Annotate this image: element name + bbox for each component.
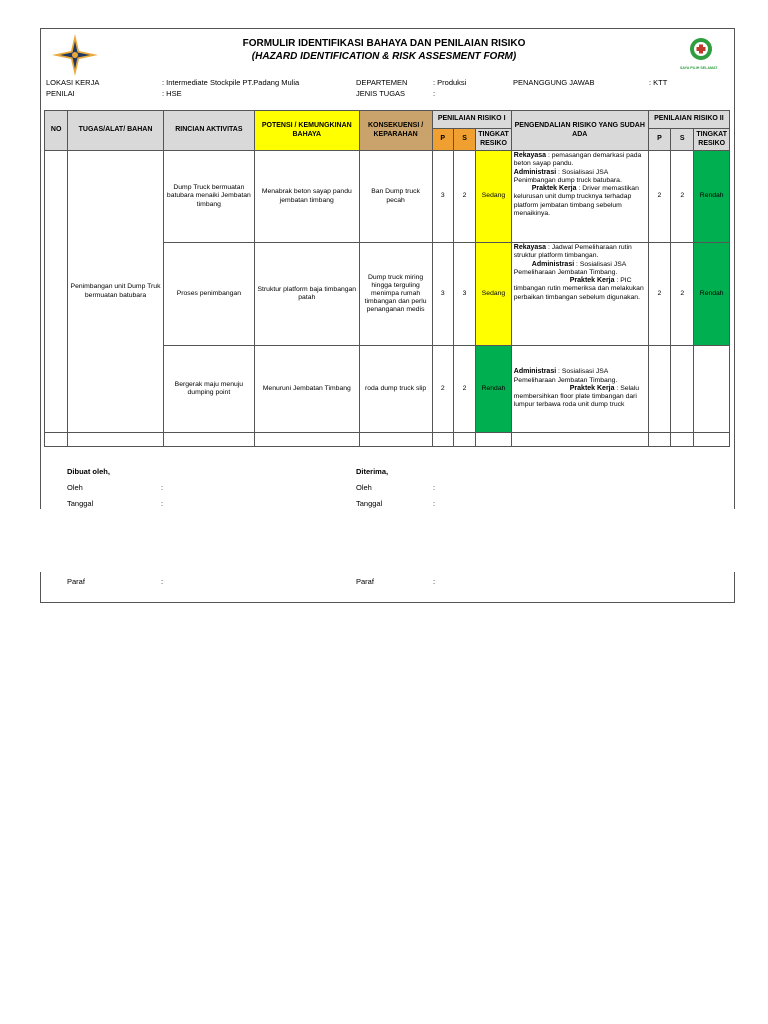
cell-level-1: Sedang (476, 243, 512, 346)
penilai-value: : HSE (162, 89, 182, 98)
control-praktek-label: Praktek Kerja (569, 384, 615, 392)
cell-s1: 2 (453, 151, 475, 243)
cell-p1: 2 (432, 346, 453, 433)
penanggung-jawab-label: PENANGGUNG JAWAB (513, 78, 595, 87)
risk-table (44, 110, 730, 447)
cell-p1: 3 (432, 151, 453, 243)
cell-no (45, 151, 68, 433)
cell-potensi: Menabrak beton sayap pandu jembatan timbang (255, 151, 360, 243)
cell-level-2 (694, 346, 730, 433)
cell-rincian: Bergerak maju menuju dumping point (163, 346, 254, 433)
control-praktek-text: : Driver memastikan kelurusan unit dump trucknya terhadap platform jembatan timbang sebelum menaikinya. (513, 185, 639, 217)
tanggal-label-left: Tanggal (67, 499, 94, 508)
cell-level-1: Sedang (476, 151, 512, 243)
control-administrasi-text: : Sosialisasi JSA Penimbangan dump truck batubara. (513, 168, 622, 184)
cell-potensi: Struktur platform baja timbangan patah (255, 243, 360, 346)
form-subtitle: (HAZARD IDENTIFICATION & RISK ASSESMENT FORM) (251, 51, 517, 62)
lokasi-value: : Intermediate Stockpile PT.Padang Mulia (162, 78, 300, 87)
control-administrasi-label: Administrasi (513, 368, 557, 376)
dibuat-oleh-label: Dibuat oleh, (67, 467, 110, 476)
departemen-label: DEPARTEMEN (356, 78, 408, 87)
cell-potensi: Menuruni Jembatan Timbang (255, 346, 360, 433)
cell-pengendalian (511, 151, 648, 243)
oleh-label-right: Oleh (356, 483, 372, 492)
control-praktek-text: : Selalu membersihkan floor plate timbangan dari lumpur terbawa roda unit dump truck (513, 384, 640, 409)
header-s2: S (671, 129, 694, 151)
tanggal-colon-left: : (161, 499, 164, 508)
tanggal-label-right: Tanggal (356, 499, 383, 508)
diterima-label: Diterima, (356, 467, 389, 476)
jenis-tugas-value: : (433, 89, 436, 98)
cell-rincian: Dump Truck bermuatan batubara menaiki Jembatan timbang (163, 151, 254, 243)
oleh-colon-right: : (433, 483, 436, 492)
cell-p2 (648, 346, 670, 433)
control-praktek-label: Praktek Kerja (569, 277, 615, 285)
control-rekayasa-label: Rekayasa (513, 244, 547, 251)
lokasi-label: LOKASI KERJA (46, 78, 100, 87)
control-rekayasa-text: : pemasangan demarkasi pada beton sayap pandu. (513, 152, 642, 168)
cell-s2 (671, 346, 694, 433)
table-header-row-1 (45, 111, 730, 129)
header-penilaian-1: PENILAIAN RISIKO I (432, 111, 511, 129)
cell-pengendalian (511, 243, 648, 346)
header-pengendalian: PENGENDALIAN RISIKO YANG SUDAH ADA (511, 111, 648, 151)
tanggal-colon-right: : (433, 499, 436, 508)
header-tingkat-2: TINGKAT RESIKO (694, 129, 730, 151)
header-rincian: RINCIAN AKTIVITAS (163, 111, 254, 151)
header-potensi: POTENSI / KEMUNGKINAN BAHAYA (255, 111, 360, 151)
cell-rincian: Proses penimbangan (163, 243, 254, 346)
control-praktek-label: Praktek Kerja (531, 185, 577, 193)
cell-level-2: Rendah (694, 151, 730, 243)
header-p1: P (432, 129, 453, 151)
cell-p1: 3 (432, 243, 453, 346)
jenis-tugas-label: JENIS TUGAS (356, 89, 406, 98)
control-administrasi-text: : Sosialisasi JSA Pemeliharaan Jembatan Timbang. (513, 368, 618, 384)
header-s1: S (453, 129, 475, 151)
safety-slogan: SAYA PILIH SELAMAT (680, 66, 718, 70)
table-row-empty (45, 433, 730, 447)
header-tingkat-1: TINGKAT RESIKO (476, 129, 512, 151)
cell-konsekuensi: Dump truck miring hingga terguling menimpa rumah timbangan dan perlu penanganan medis (359, 243, 432, 346)
oleh-colon-left: : (161, 483, 164, 492)
table-row (45, 151, 730, 243)
form-title: FORMULIR IDENTIFIKASI BAHAYA DAN PENILAIAN RISIKO (242, 38, 526, 49)
cell-s2: 2 (671, 151, 694, 243)
penilai-label: PENILAI (46, 89, 75, 98)
cell-pengendalian (511, 346, 648, 433)
cell-s1: 2 (453, 346, 475, 433)
cell-konsekuensi: roda dump truck slip (359, 346, 432, 433)
cell-level-2: Rendah (694, 243, 730, 346)
control-rekayasa-label: Rekayasa (513, 152, 547, 159)
paraf-colon-right: : (433, 577, 436, 586)
header-penilaian-2: PENILAIAN RISIKO II (648, 111, 729, 129)
cell-konsekuensi: Ban Dump truck pecah (359, 151, 432, 243)
header-tugas: TUGAS/ALAT/ BAHAN (68, 111, 163, 151)
cell-p2: 2 (648, 151, 670, 243)
penanggung-jawab-value: : KTT (649, 78, 668, 87)
control-praktek-text: : PIC timbangan rutin memeriksa dan melakukan perbaikan timbangan sebelum digunakan. (513, 277, 644, 301)
paraf-label-left: Paraf (67, 577, 85, 586)
control-administrasi-label: Administrasi (531, 260, 575, 268)
oleh-label-left: Oleh (67, 483, 83, 492)
cell-level-1: Rendah (476, 346, 512, 433)
control-administrasi-text: : Sosialisasi JSA Pemeliharaan Jembatan Timbang. (513, 260, 626, 276)
header-p2: P (648, 129, 670, 151)
header-no: NO (45, 111, 68, 151)
form-border-bottom (40, 572, 735, 603)
control-administrasi-label: Administrasi (513, 168, 557, 176)
cell-tugas: Penimbangan unit Dump Truk bermuatan batubara (68, 151, 163, 433)
cell-s1: 3 (453, 243, 475, 346)
departemen-value: : Produksi (433, 78, 467, 87)
paraf-colon-left: : (161, 577, 164, 586)
paraf-label-right: Paraf (356, 577, 374, 586)
header-konsekuensi: KONSEKUENSI / KEPARAHAN (359, 111, 432, 151)
control-rekayasa-text: : Jadwal Pemeliharaan rutin struktur platform timbangan. (513, 244, 632, 260)
cell-p2: 2 (648, 243, 670, 346)
cell-s2: 2 (671, 243, 694, 346)
